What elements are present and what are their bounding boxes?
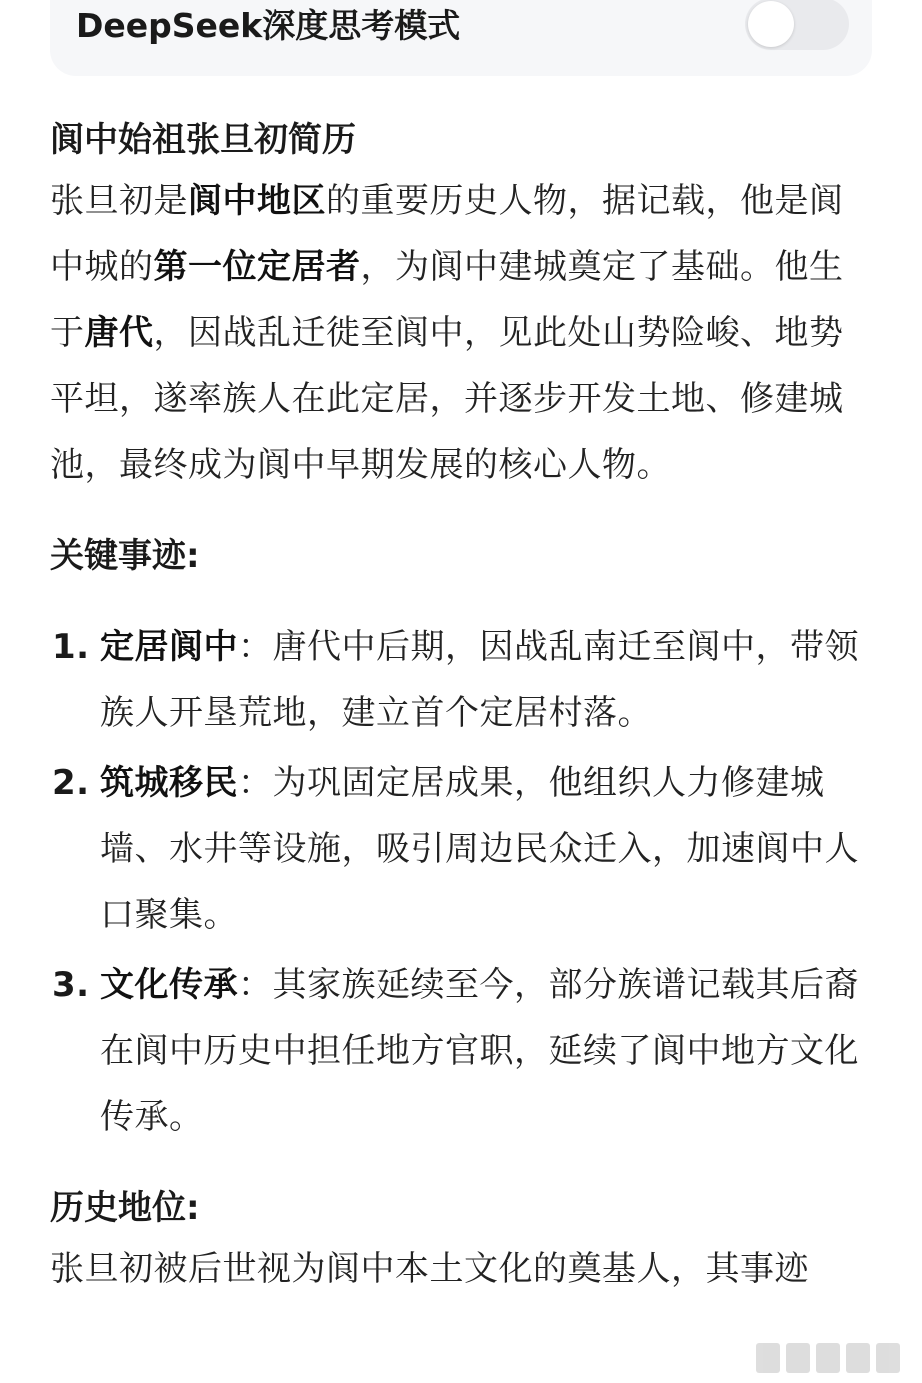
list-number: 2. — [52, 763, 90, 803]
event-head: 筑城移民 — [100, 763, 238, 803]
events-heading: 关键事迹: — [50, 536, 200, 576]
article-title: 阆中始祖张旦初简历 — [50, 120, 356, 160]
list-number: 1. — [52, 627, 90, 667]
answer-content — [50, 112, 870, 1302]
event-text: ：唐代中后期，因战乱南迁至阆中，带领族人开垦荒地，建立首个定居村落。 — [100, 627, 859, 733]
intro-text-4: ，因战乱迁徙至阆中，见此处山势险峻、地势平坦，遂率族人在此定居，并逐步开发土地、修建城池，最终成为阆中早期发展的核心人物。 — [50, 313, 844, 485]
toggle-knob — [748, 1, 794, 47]
list-item — [50, 952, 870, 1150]
intro-text-3: ，为阆中建城奠定了基础。他生于 — [50, 247, 844, 353]
intro-bold-2: 第一位定居者 — [153, 247, 361, 287]
deep-thinking-toggle[interactable] — [745, 0, 849, 50]
watermark — [756, 1343, 900, 1373]
deepseek-mode-card — [50, 0, 872, 76]
intro-paragraph — [50, 168, 870, 498]
watermark-mark — [876, 1343, 900, 1373]
intro-bold-1: 阆中地区 — [188, 181, 326, 221]
event-head: 文化传承 — [100, 965, 238, 1005]
status-heading: 历史地位: — [50, 1188, 200, 1228]
intro-bold-3: 唐代 — [84, 313, 154, 353]
watermark-mark — [756, 1343, 780, 1373]
event-head: 定居阆中 — [100, 627, 238, 667]
list-item — [50, 750, 870, 948]
watermark-mark — [786, 1343, 810, 1373]
watermark-mark — [846, 1343, 870, 1373]
deepseek-mode-label: DeepSeek深度思考模式 — [76, 6, 461, 45]
events-list — [50, 614, 870, 1150]
event-text: ：其家族延续至今，部分族谱记载其后裔在阆中历史中担任地方官职，延续了阆中地方文化传承。 — [100, 965, 859, 1137]
intro-text-2: 的重要历史人物，据记载，他是阆中城的 — [50, 181, 844, 287]
intro-text-1: 张旦初是 — [50, 181, 188, 221]
status-paragraph: 张旦初被后世视为阆中本土文化的奠基人，其事迹 — [50, 1249, 809, 1289]
event-text: ：为巩固定居成果，他组织人力修建城墙、水井等设施，吸引周边民众迁入，加速阆中人口聚集。 — [100, 763, 859, 935]
watermark-mark — [816, 1343, 840, 1373]
list-item — [50, 614, 870, 746]
list-number: 3. — [52, 965, 90, 1005]
